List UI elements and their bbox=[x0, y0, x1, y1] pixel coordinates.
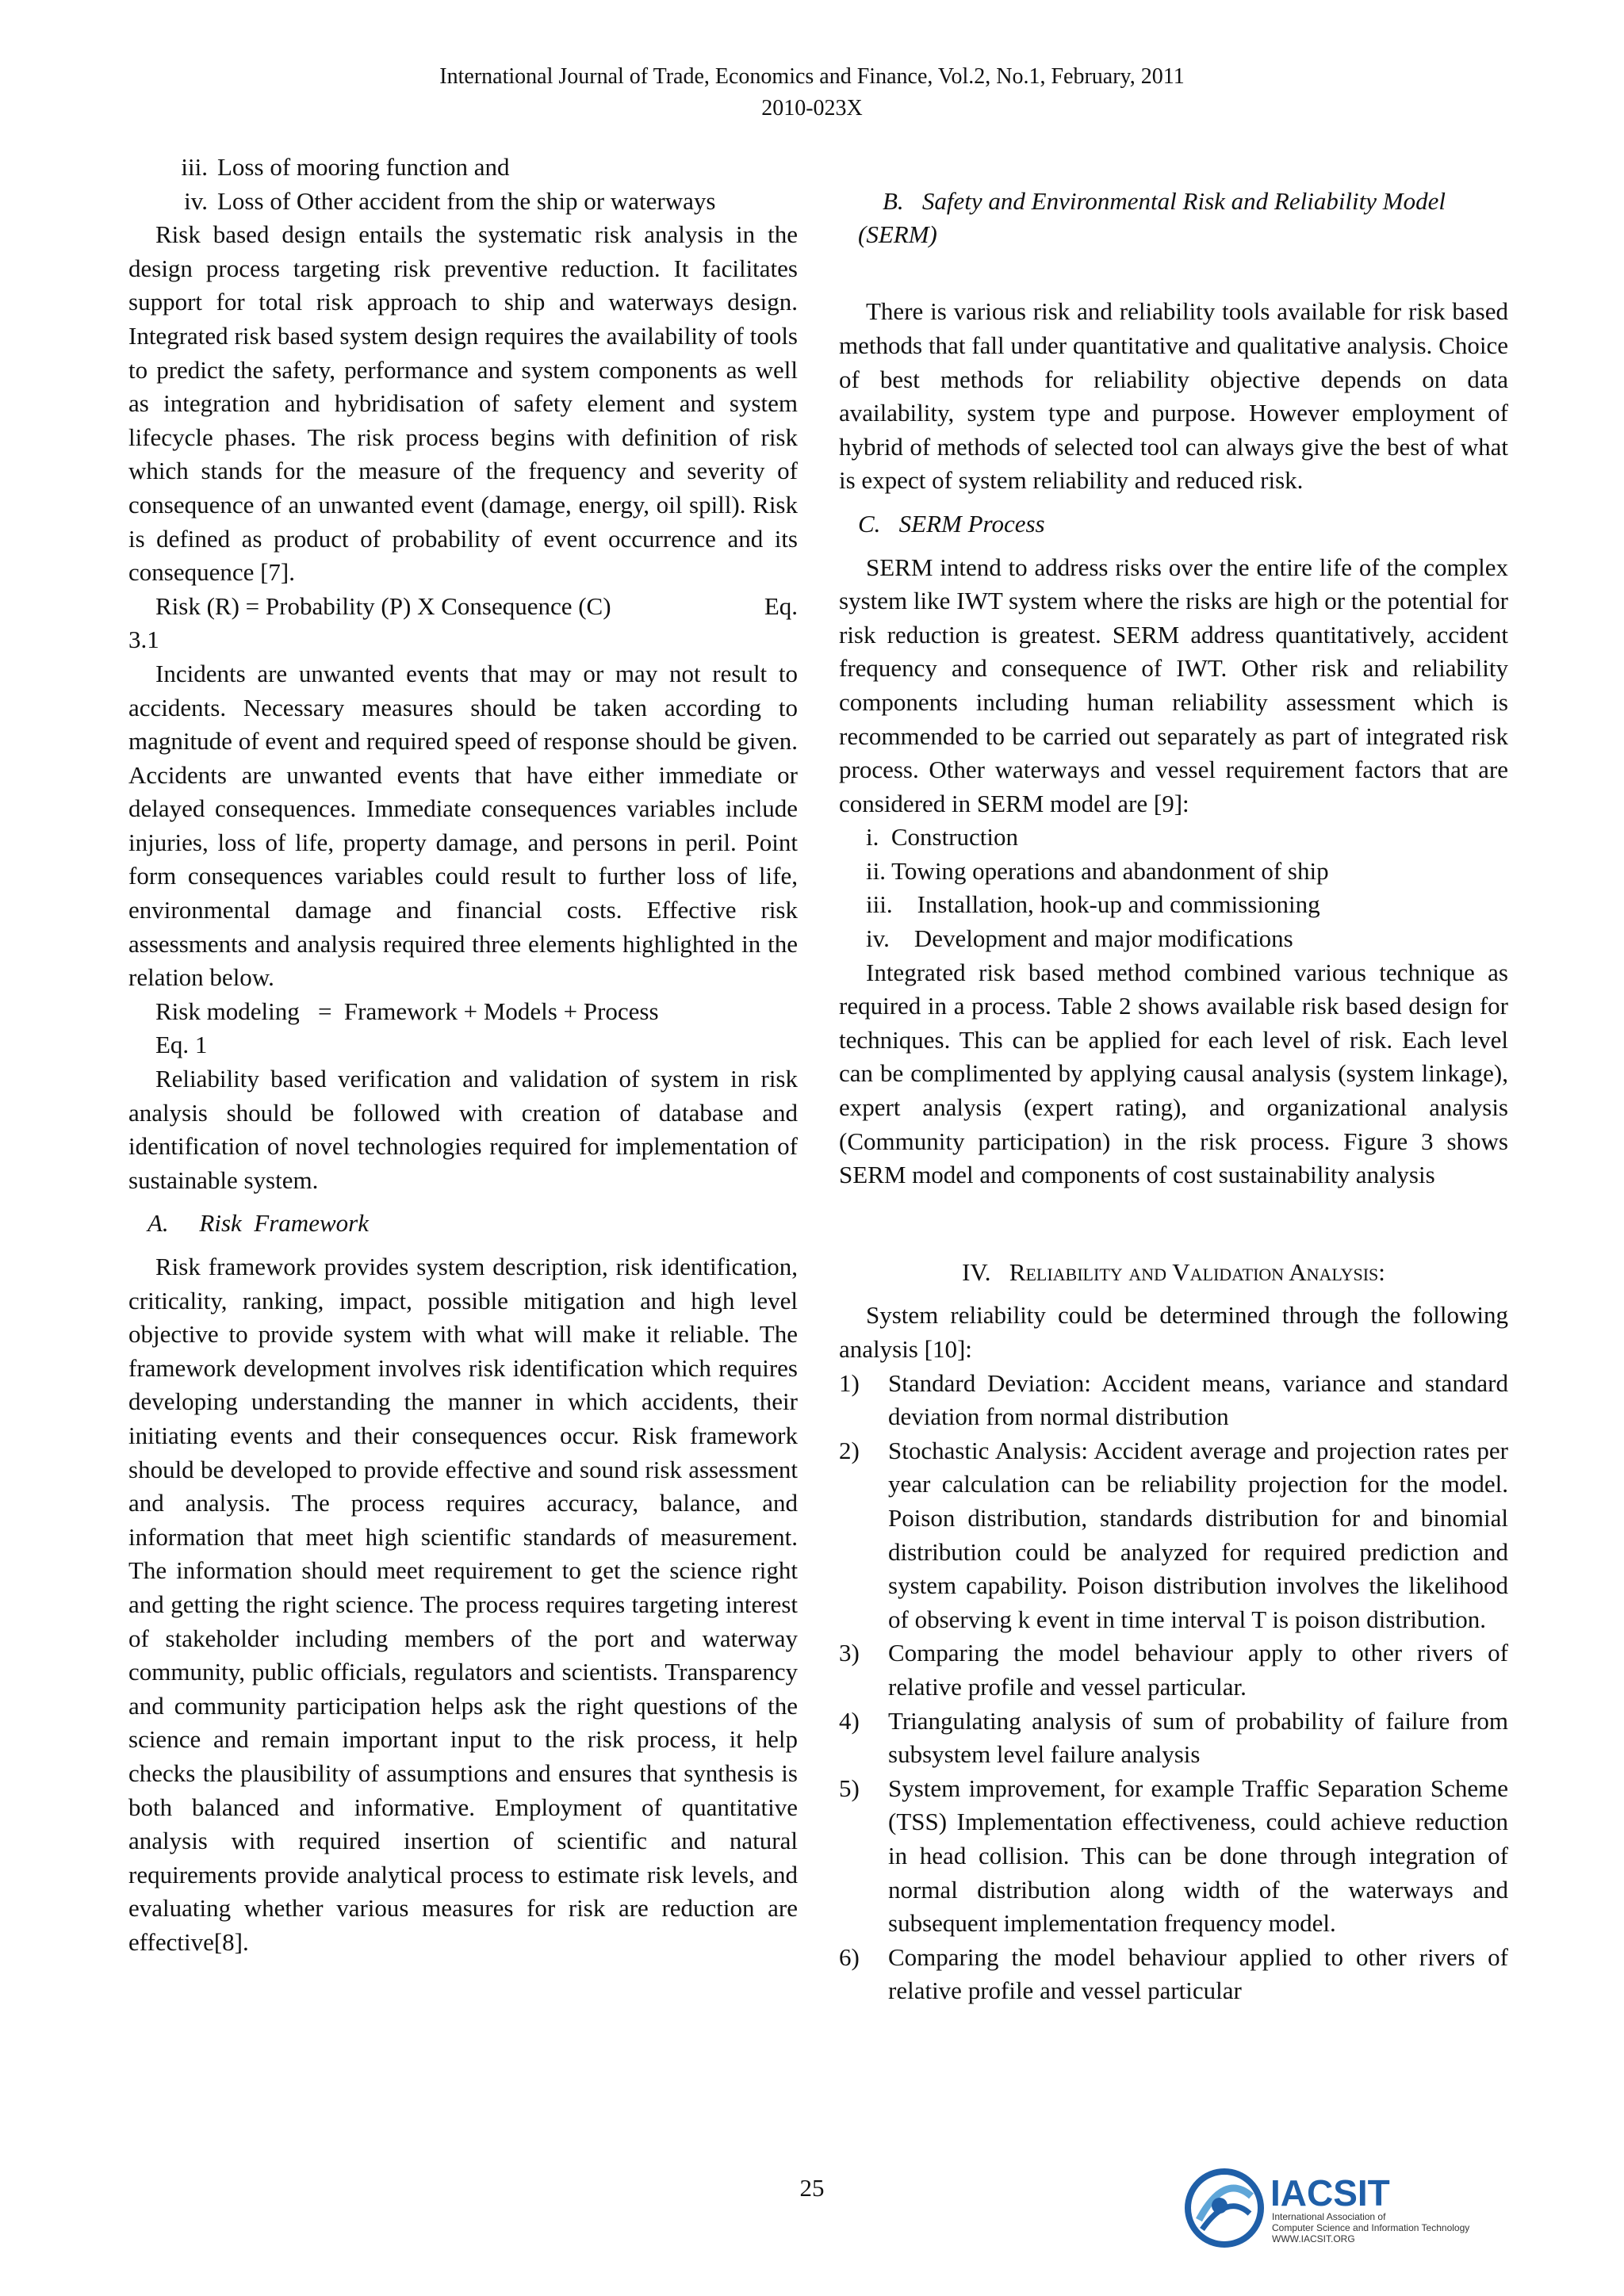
journal-header: International Journal of Trade, Economics and Finance, Vol.2, No.1, February, 2011 bbox=[439, 64, 1185, 89]
list-item: 3) Comparing the model behaviour apply to other rivers of relative profile and vessel particular. bbox=[839, 1639, 1508, 1701]
list-item-roman-iv: iv. Loss of Other accident from the ship or waterways bbox=[184, 186, 716, 215]
list-item: 2) Stochastic Analysis: Accident average and projection rates per year calculation can be reliability projection for the model. Poison distribution, standards distribution for and binomial distribution could be analyzed for required prediction and system capability. Poison distribution involves the likelihood of observing k event in time interval T is poison distribution. bbox=[839, 1436, 1508, 1633]
logo-line2: Computer Science and Information Technology bbox=[1272, 2222, 1470, 2233]
section-heading-iv: IV. Reliability and Validation Analysis: bbox=[962, 1257, 1385, 1286]
issn-line: 2010-023X bbox=[761, 96, 863, 121]
list-item-construction: i. Construction bbox=[866, 823, 1019, 851]
right-column bbox=[839, 151, 1508, 2008]
list-item: 6) Comparing the model behaviour applied to other rivers of relative profile and vessel particular bbox=[839, 1942, 1508, 2005]
paragraph-integrated: Integrated risk based method combined various technique as required in a process. Table 2 shows available risk based design for techniques. This can be applied for each level of risk. Each level can be complimented by applying causal analysis (system linkage), expert analysis (expert rating), and organizational analysis (Community participation) in the risk process. Figure 3 shows SERM model and components of cost sustainability analysis bbox=[839, 958, 1508, 1189]
paragraph-tools: There is various risk and reliability tools available for risk based methods that fall under quantitative and qualitative analysis. Choice of best methods for reliability objective depends on data availability, system type and purpose. However employment of hybrid of methods of selected tool can always give the best of what is expect of system reliability and reduced risk. bbox=[839, 297, 1508, 495]
paragraph-incidents: Incidents are unwanted events that may or may not result to accidents. Necessary measures should be taken according to magnitude of event and required speed of response should be given. Accidents are unwanted events that have either immediate or delayed consequences. Immediate consequences variables include injuries, loss of life, property damage, and persons in peril. Point form consequences variables could result to further loss of life, environmental damage and financial costs. Effective risk assessments and analysis required three elements highlighted in the relation below. bbox=[128, 659, 798, 992]
equation-number: 3.1 bbox=[128, 626, 159, 654]
page-number: 25 bbox=[799, 2174, 825, 2202]
list-item: 1) Standard Deviation: Accident means, variance and standard deviation from normal distribution bbox=[839, 1368, 1508, 1431]
paragraph-system-reliability: System reliability could be determined through the following analysis [10]: bbox=[839, 1301, 1508, 1363]
logo-name: IACSIT bbox=[1270, 2172, 1390, 2214]
section-heading-b: B. Safety and Environmental Risk and Reliability Model (SERM) bbox=[858, 186, 1446, 249]
equation-risk-modeling: Risk modeling = Framework + Models + Process bbox=[155, 997, 659, 1025]
list-item-installation: iii. Installation, hook-up and commissioning bbox=[866, 890, 1320, 919]
left-column bbox=[128, 151, 798, 1959]
list-item-roman-iii: iii. Loss of mooring function and bbox=[181, 153, 510, 181]
section-heading-c: C. SERM Process bbox=[858, 509, 1045, 538]
equation-label: Eq. 1 bbox=[155, 1031, 208, 1059]
list-item-development: iv. Development and major modifications bbox=[866, 924, 1293, 953]
logo-url: WWW.IACSIT.ORG bbox=[1272, 2233, 1355, 2244]
section-heading-a: A. Risk Framework bbox=[147, 1209, 369, 1238]
paragraph-serm: SERM intend to address risks over the entire life of the complex system like IWT system where the risks are high or the potential for risk reduction is greatest. SERM address quantitatively, accident frequency and consequence of IWT. Other risk and reliability components including human reliability assessment which is recommended to be carried out separately as part of integrated risk process. Other waterways and vessel requirement factors that are considered in SERM model are [9]: bbox=[839, 553, 1508, 817]
paragraph-risk-design: Risk based design entails the systematic risk analysis in the design process targeting risk preventive reduction. It facilitates support for total risk approach to ship and waterways design. Integrated risk based system design requires the availability of tools to predict the safety, performance and system components as well as integration and hybridisation of safety element and system lifecycle phases. The risk process begins with definition of risk which stands for the measure of the frequency and severity of consequence of an unwanted event (damage, energy, oil spill). Risk is defined as product of probability of event occurrence and its consequence [7]. bbox=[128, 220, 798, 587]
paragraph-risk-framework: Risk framework provides system description, risk identification, criticality, ranking, impact, possible mitigation and high level objective to provide system with what will make it reliable. The framework development involves risk identification which requires developing understanding the manner in which accidents, their initiating events and their consequences occur. Risk framework should be developed to provide effective and sound risk assessment and analysis. The process requires accuracy, balance, and information that meet high scientific standards of measurement. The information should meet requirement to get the science right and getting the right science. The process requires targeting interest of stakeholder including members of the port and waterway community, public officials, regulators and scientists. Transparency and community participation helps ask the right questions of the science and remain important input to the risk process, it help checks the plausibility of assumptions and ensures that synthesis is both balanced and informative. Employment of quantitative analysis with required insertion of scientific and natural requirements provide analytical process to estimate risk levels, and evaluating whether various measures for risk are reduction are effective[8]. bbox=[128, 1253, 798, 1956]
list-item: 5) System improvement, for example Traffic Separation Scheme (TSS) Implementation effectiveness, could achieve reduction in head collision. This can be done through integration of normal distribution along width of the waterways and subsequent implementation frequency model. bbox=[839, 1774, 1508, 1938]
paragraph-reliability: Reliability based verification and validation of system in risk analysis should be followed with creation of database and identification of novel technologies required for implementation of sustainable system. bbox=[128, 1065, 798, 1194]
globe-icon bbox=[1188, 2172, 1261, 2244]
logo-line1: International Association of bbox=[1272, 2211, 1386, 2222]
list-item: 4) Triangulating analysis of sum of probability of failure from subsystem level failure analysis bbox=[839, 1706, 1508, 1769]
iacsit-logo bbox=[1183, 2164, 1516, 2252]
list-item-towing: ii. Towing operations and abandonment of ship bbox=[866, 856, 1329, 885]
analysis-list bbox=[839, 1367, 1508, 2008]
equation-risk: Risk (R) = Probability (P) X Consequence (C) Eq. bbox=[155, 591, 798, 620]
